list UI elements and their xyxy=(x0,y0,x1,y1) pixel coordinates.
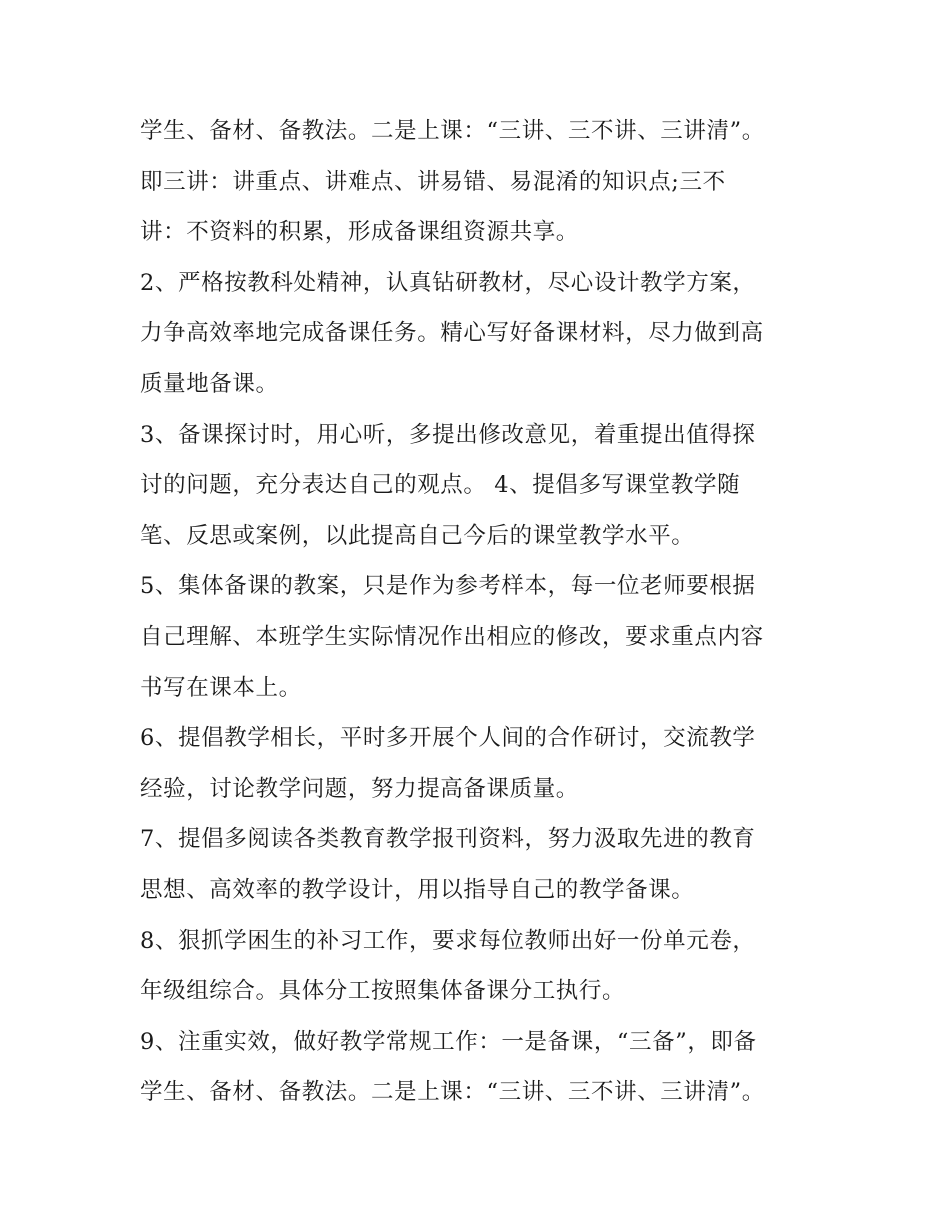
text-line: 笔、反思或案例，以此提高自己今后的课堂教学水平。 xyxy=(140,522,695,549)
text-line: 6、提倡教学相长，平时多开展个人间的合作研讨，交流教学 xyxy=(140,725,756,752)
text-line: 3、备课探讨时，用心听，多提出修改意见，着重提出值得探 xyxy=(140,421,756,448)
text-line: 思想、高效率的教学设计，用以指导自己的教学备课。 xyxy=(140,876,695,903)
text-line: 7、提倡多阅读各类教育教学报刊资料，努力汲取先进的教育 xyxy=(140,826,756,853)
document-body xyxy=(140,106,830,1118)
text-line: 自己理解、本班学生实际情况作出相应的修改，要求重点内容 xyxy=(140,623,764,650)
text-line: 学生、备材、备教法。二是上课：“三讲、三不讲、三讲清”。 xyxy=(140,1079,765,1106)
text-line: 9、注重实效，做好教学常规工作：一是备课，“三备”，即备 xyxy=(140,1028,757,1055)
text-line: 讨的问题，充分表达自己的观点。 4、提倡多写课堂教学随 xyxy=(140,472,741,499)
text-line: 学生、备材、备教法。二是上课：“三讲、三不讲、三讲清”。 xyxy=(140,118,765,144)
text-line: 力争高效率地完成备课任务。精心写好备课材料，尽力做到高 xyxy=(140,320,764,347)
text-line: 经验，讨论教学问题，努力提高备课质量。 xyxy=(140,775,579,802)
text-line: 书写在课本上。 xyxy=(140,674,302,701)
text-line: 5、集体备课的教案，只是作为参考样本，每一位老师要根据 xyxy=(140,573,756,600)
text-line: 讲：不资料的积累，形成备课组资源共享。 xyxy=(140,219,579,246)
text-line: 质量地备课。 xyxy=(140,370,279,397)
text-line: 即三讲：讲重点、讲难点、讲易错、易混淆的知识点;三不 xyxy=(140,168,726,195)
text-line: 年级组综合。具体分工按照集体备课分工执行。 xyxy=(140,978,626,1005)
text-line: 8、狠抓学困生的补习工作，要求每位教师出好一份单元卷， xyxy=(140,927,756,954)
text-line: 2、严格按教科处精神，认真钻研教材，尽心设计教学方案， xyxy=(140,269,756,296)
